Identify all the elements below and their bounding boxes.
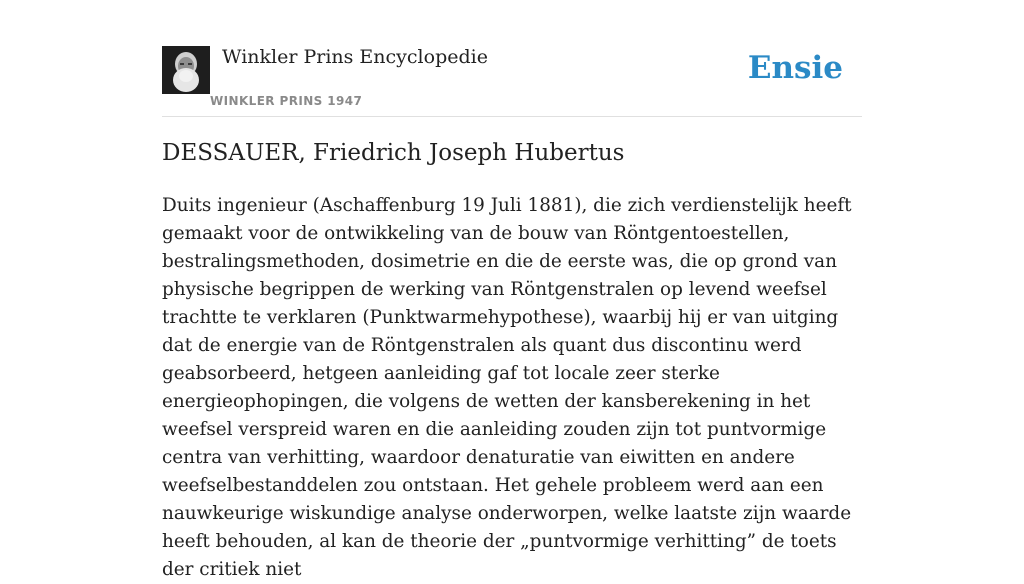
bearded-man-portrait-icon — [162, 46, 210, 94]
article-title: DESSAUER, Friedrich Joseph Hubertus — [162, 140, 625, 166]
source-title[interactable]: Winkler Prins Encyclopedie — [222, 46, 488, 68]
source-subtitle[interactable]: WINKLER PRINS 1947 — [210, 94, 363, 108]
source-header — [162, 46, 862, 117]
article-body: Duits ingenieur (Aschaffenburg 19 Juli 1881), die zich verdienstelijk heeft gemaakt voor de ontwikkeling van de bouw van Röntgentoestellen, bestralingsmethoden, dosimetrie en die de eerste was, die op grond van physische begrippen de werking van Röntgenstralen op levend weefsel trachtte te verklaren (Punktwarmehypothese), waarbij hij er van uitging dat de energie van de Röntgenstralen als quant dus discontinu werd geabsorbeerd, hetgeen aanleiding gaf tot locale zeer sterke energieophopingen, die volgens de wetten der kansberekening in het weefsel verspreid waren en die aanleiding zouden zijn tot puntvormige centra van verhitting, waardoor denaturatie van eiwitten en andere weefselbestanddelen zou ontstaan. Het gehele probleem werd aan een nauwkeurige wiskundige analyse onderworpen, welke laatste zijn waarde heeft behouden, al kan de theorie der „puntvormige verhitting” de toets der critiek niet — [162, 195, 852, 580]
brand-logo[interactable]: Ensie — [747, 50, 843, 86]
source-avatar[interactable] — [162, 46, 210, 94]
